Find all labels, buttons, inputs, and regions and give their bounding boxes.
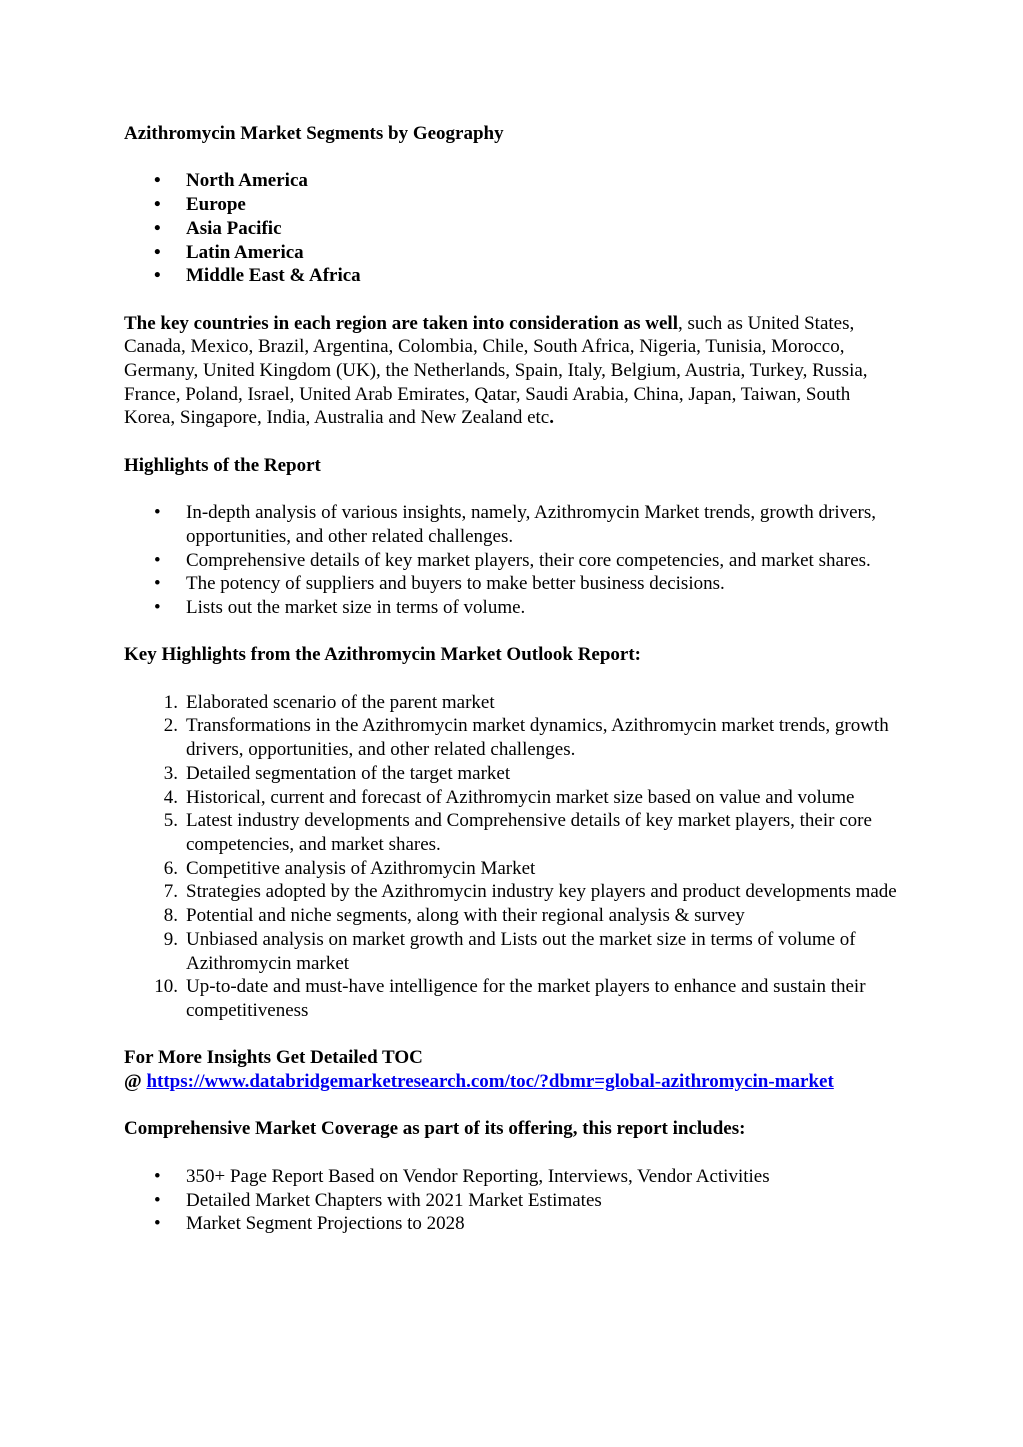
list-item: • Detailed Market Chapters with 2021 Market Estimates <box>124 1189 904 1213</box>
key-countries-text: , such as United States, Canada, Mexico, Brazil, Argentina, Colombia, Chile, South Africa, Nigeria, Tunisia, Morocco, Germany, United Kingdom (UK), the Netherlands, Spain, Italy, Belgium, Austria, Turkey, Russia, France, Poland, Israel, United Arab Emirates, Qatar, Saudi Arabia, China, Japan, Taiwan, South Korea, Singapore, India, Australia and New Zealand etc <box>124 312 868 429</box>
coverage-list <box>124 1165 904 1236</box>
list-item: • Comprehensive details of key market players, their core competencies, and market shares. <box>124 549 904 573</box>
item-number: 10. <box>154 976 178 998</box>
list-item: • 350+ Page Report Based on Vendor Reporting, Interviews, Vendor Activities <box>124 1165 904 1189</box>
list-item: • Middle East & Africa <box>124 264 904 288</box>
item-number: 3. <box>163 762 178 784</box>
item-number: 2. <box>163 715 178 737</box>
item-number: 9. <box>163 928 178 950</box>
document-page <box>124 122 904 1236</box>
key-countries-lead: The key countries in each region are taken into consideration as well <box>124 312 678 334</box>
list-item <box>124 762 904 786</box>
list-item <box>124 857 904 881</box>
toc-link-line <box>124 1070 904 1094</box>
list-item <box>124 928 904 975</box>
list-item: • Latin America <box>124 241 904 265</box>
list-item <box>124 809 904 856</box>
item-text: Potential and niche segments, along with their regional analysis & survey <box>186 905 745 927</box>
toc-at-sign: @ <box>124 1071 147 1093</box>
toc-link[interactable]: https://www.databridgemarketresearch.com/toc/?dbmr=global-azithromycin-market <box>146 1071 834 1093</box>
list-item: • In-depth analysis of various insights, namely, Azithromycin Market trends, growth drivers, opportunities, and other related challenges. <box>124 501 904 548</box>
item-text: Competitive analysis of Azithromycin Market <box>186 857 536 879</box>
list-item: • The potency of suppliers and buyers to make better business decisions. <box>124 572 904 596</box>
item-text: Latest industry developments and Comprehensive details of key market players, their core competencies, and market shares. <box>186 810 872 855</box>
key-countries-end: . <box>549 407 554 429</box>
list-item <box>124 714 904 761</box>
list-item <box>124 786 904 810</box>
item-text: Unbiased analysis on market growth and Lists out the market size in terms of volume of Azithromycin market <box>186 928 856 974</box>
list-item <box>124 904 904 928</box>
toc-heading: For More Insights Get Detailed TOC <box>124 1047 423 1069</box>
key-highlights-heading: Key Highlights from the Azithromycin Market Outlook Report: <box>124 644 641 666</box>
key-highlights-list <box>124 691 904 1023</box>
item-number: 4. <box>163 786 178 808</box>
key-countries-paragraph <box>124 312 904 431</box>
item-number: 8. <box>163 905 178 927</box>
item-text: Transformations in the Azithromycin market dynamics, Azithromycin market trends, growth drivers, opportunities, and other related challenges. <box>186 715 889 761</box>
list-item: • Europe <box>124 193 904 217</box>
highlights-heading: Highlights of the Report <box>124 454 321 476</box>
item-text: Elaborated scenario of the parent market <box>186 691 495 713</box>
item-number: 7. <box>163 881 178 903</box>
item-text: Detailed segmentation of the target market <box>186 762 511 784</box>
list-item: • Asia Pacific <box>124 217 904 241</box>
item-text: Up-to-date and must-have intelligence for the market players to enhance and sustain their competitiveness <box>186 976 866 1021</box>
geography-heading: Azithromycin Market Segments by Geography <box>124 123 504 144</box>
item-text: Historical, current and forecast of Azithromycin market size based on value and volume <box>186 786 855 808</box>
coverage-heading: Comprehensive Market Coverage as part of its offering, this report includes: <box>124 1118 746 1140</box>
item-number: 1. <box>163 691 178 713</box>
list-item: • Lists out the market size in terms of volume. <box>124 596 904 620</box>
item-text: Strategies adopted by the Azithromycin industry key players and product developments made <box>186 881 897 903</box>
item-number: 6. <box>163 857 178 879</box>
list-item <box>124 691 904 715</box>
list-item: • Market Segment Projections to 2028 <box>124 1212 904 1236</box>
region-list <box>124 169 904 288</box>
list-item <box>124 975 904 1022</box>
list-item <box>124 880 904 904</box>
highlights-list <box>124 501 904 620</box>
list-item: • North America <box>124 169 904 193</box>
item-number: 5. <box>163 810 178 832</box>
